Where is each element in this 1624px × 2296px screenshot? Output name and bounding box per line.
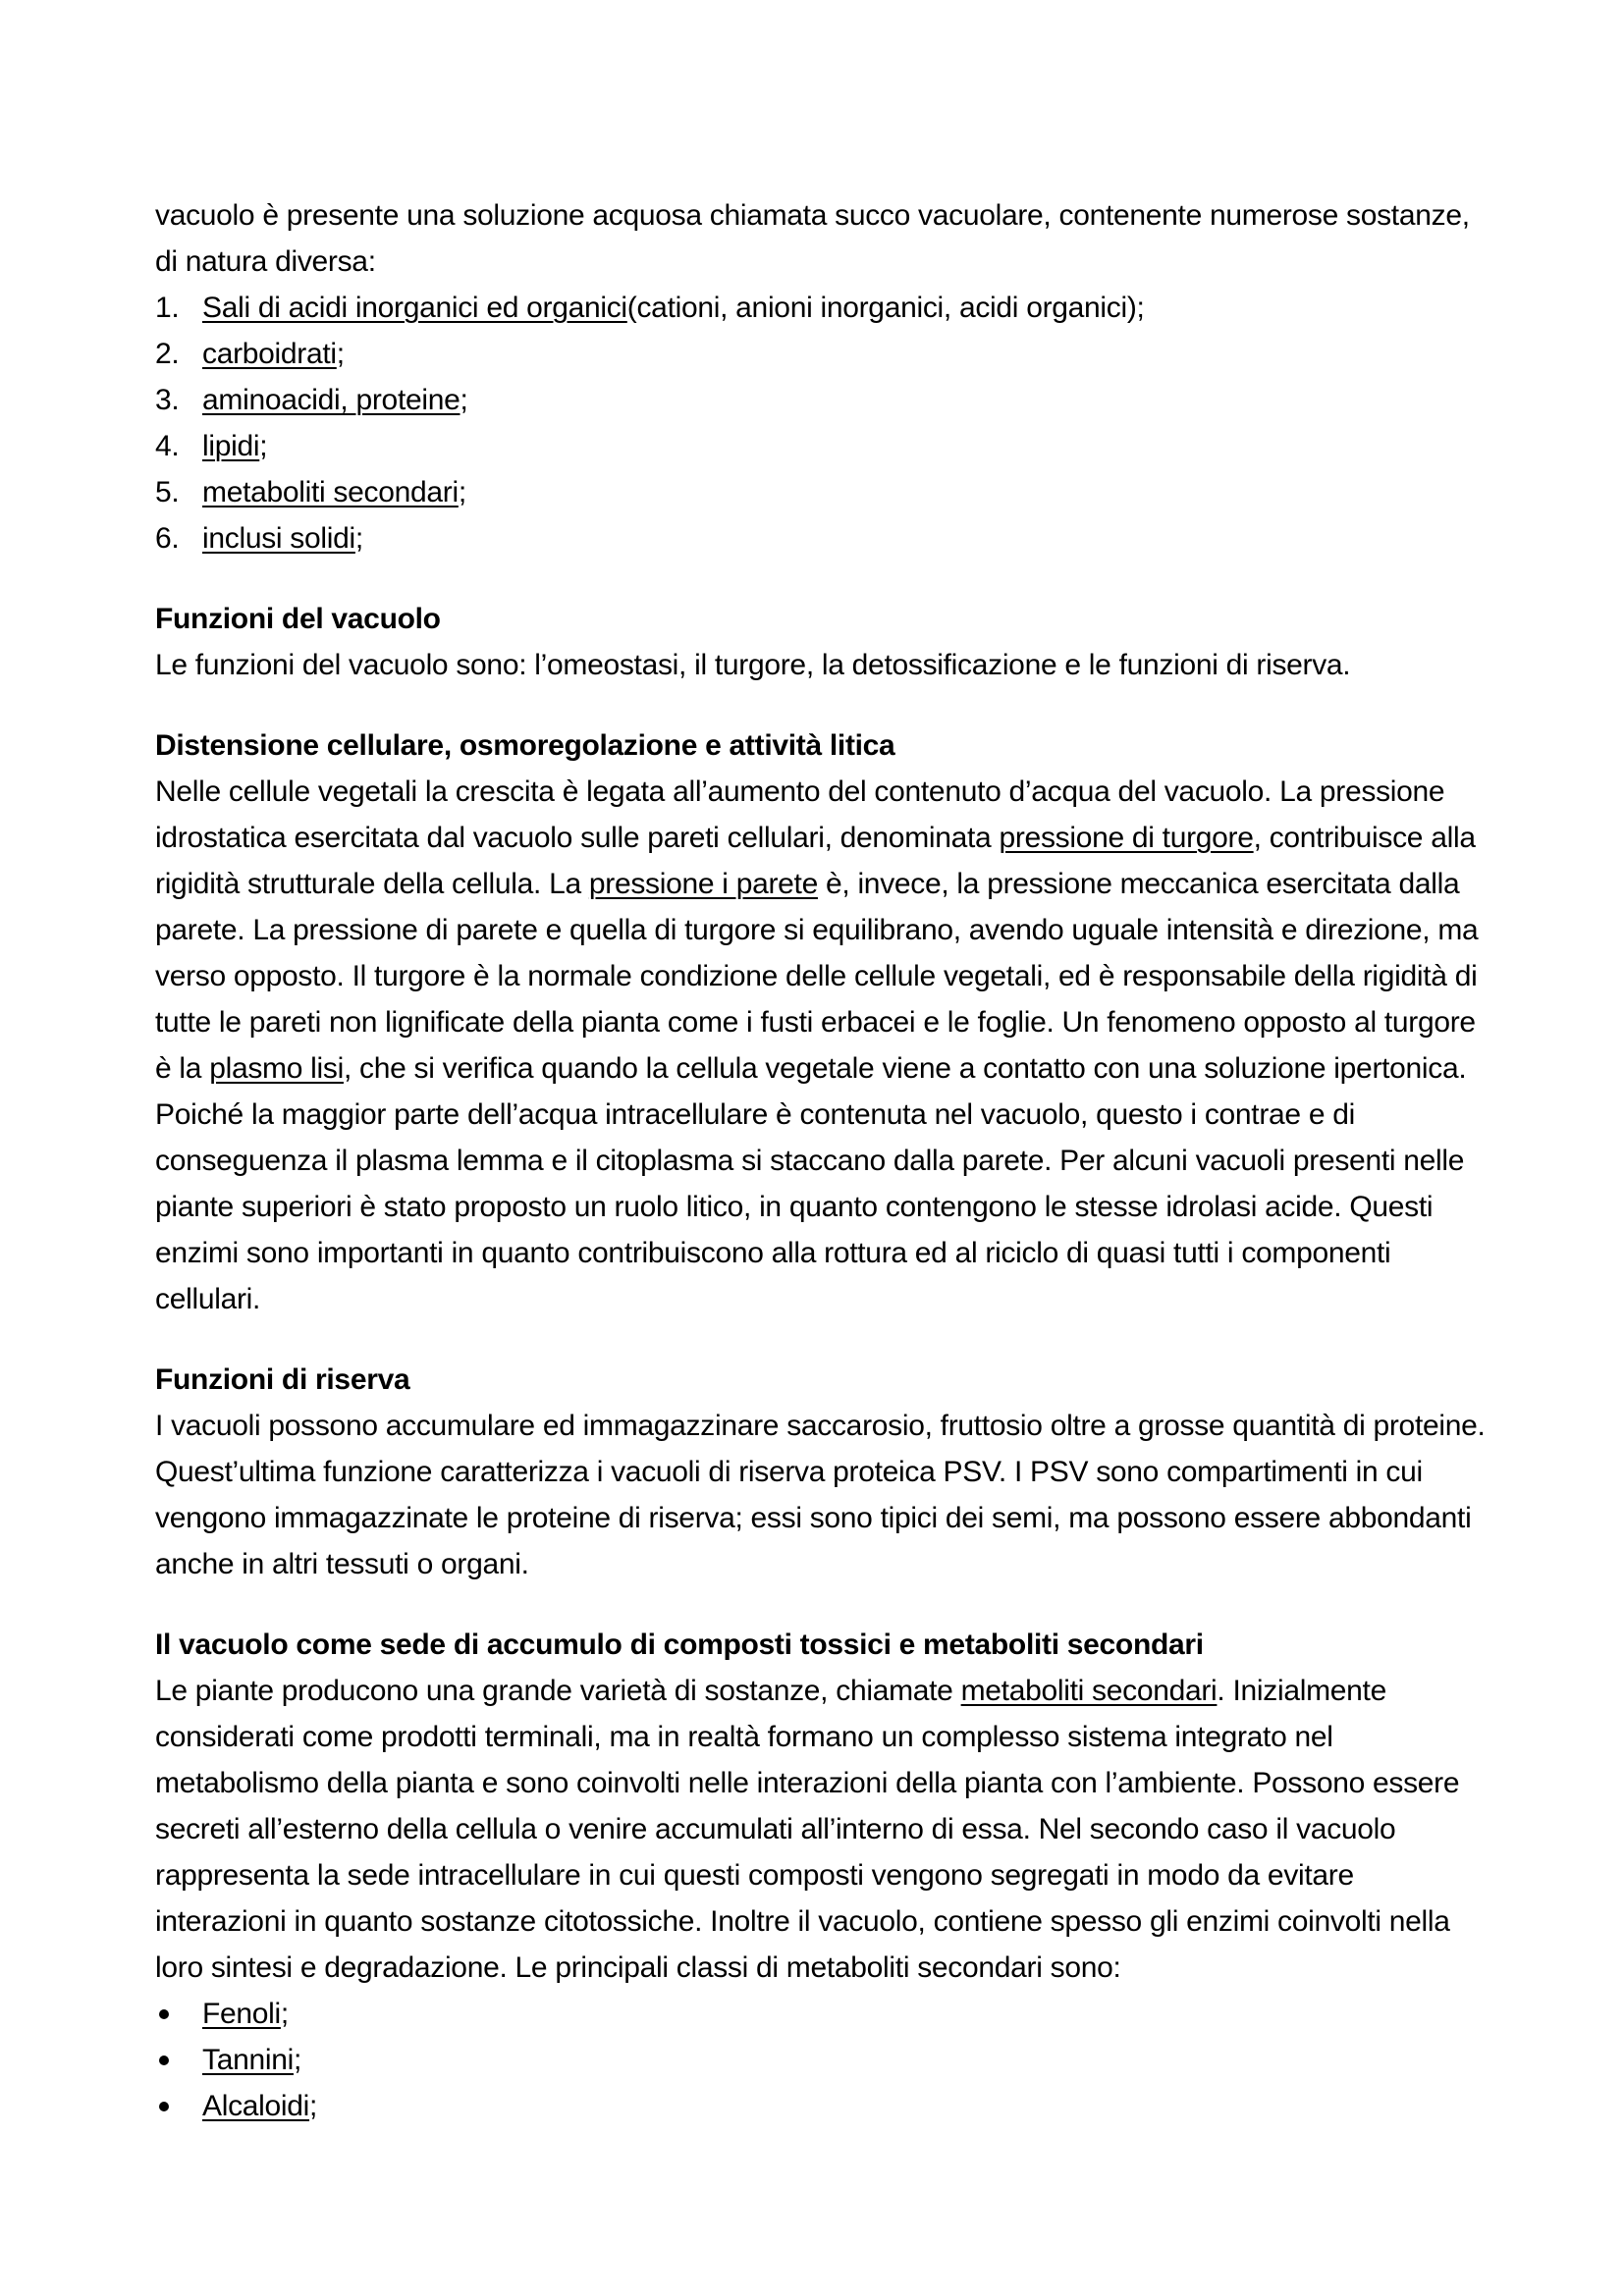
- page-content: [155, 192, 1490, 2129]
- section-heading: Il vacuolo come sede di accumulo di composti tossici e metaboliti secondari: [155, 1629, 1204, 1661]
- bullet-icon: [159, 2009, 169, 2019]
- list-item-rest: (cationi, anioni inorganici, acidi organici);: [626, 292, 1145, 324]
- section-heading: Distensione cellulare, osmoregolazione e attività litica: [155, 729, 895, 762]
- list-item: [155, 1991, 1490, 2037]
- section-paragraph: [155, 1668, 1490, 1991]
- list-item-rest: ;: [336, 338, 345, 370]
- text-run: è, invece, la pressione meccanica esercitata dalla parete. La pressione di parete e quella di turgore si equilibrano, avendo uguale intensità e direzione, ma verso opposto. Il turgore è la normale condizione delle cellule vegetali, ed è responsabile della rigidità di tutte le pareti non lignificate della pianta come i fusti erbacei e le foglie. Un fenomeno opposto al turgore è la: [155, 868, 1479, 1085]
- list-number: 6.: [155, 522, 180, 555]
- list-item-link: lipidi: [202, 430, 260, 462]
- text-run: Le piante producono una grande varietà di sostanze, chiamate: [155, 1675, 961, 1707]
- list-number: 3.: [155, 384, 180, 416]
- list-item: [155, 469, 1490, 515]
- section-functions: [155, 596, 1490, 688]
- list-item: [155, 2037, 1490, 2083]
- list-number: 1.: [155, 292, 180, 324]
- underlined-term: metaboliti secondari: [960, 1675, 1218, 1707]
- list-item-rest: ;: [309, 2090, 318, 2122]
- section-reserve: [155, 1357, 1490, 1587]
- bullet-icon: [159, 2102, 169, 2111]
- list-item-rest: ;: [460, 384, 468, 416]
- list-item-rest: ;: [259, 430, 268, 462]
- section-heading: Funzioni di riserva: [155, 1363, 410, 1396]
- list-number: 4.: [155, 430, 180, 462]
- list-number: 5.: [155, 476, 180, 508]
- list-item-link: Alcaloidi: [202, 2090, 310, 2122]
- text-run: , contribuisce alla rigidità strutturale della cellula. La: [155, 822, 1476, 900]
- list-item-link: Tannini: [202, 2044, 294, 2076]
- metabolites-list: [155, 1991, 1490, 2129]
- list-item-rest: ;: [458, 476, 466, 508]
- list-item-link: Fenoli: [202, 1998, 281, 2030]
- list-item-link: metaboliti secondari: [202, 476, 459, 508]
- section-paragraph: [155, 769, 1490, 1322]
- list-item: [155, 515, 1490, 561]
- list-item-link: carboidrati: [202, 338, 337, 370]
- section-heading: Funzioni del vacuolo: [155, 603, 441, 635]
- intro-paragraph: vacuolo è presente una soluzione acquosa chiamata succo vacuolare, contenente numerose sostanze, di natura diversa:: [155, 199, 1470, 278]
- list-item-link: aminoacidi, proteine: [202, 384, 460, 416]
- list-item: [155, 331, 1490, 377]
- text-run: . Inizialmente considerati come prodotti terminali, ma in realtà formano un complesso sistema integrato nel metabolismo della pianta e sono coinvolti nelle interazioni della pianta con l’ambiente. Possono essere secreti all’esterno della cellula o venire accumulati all’interno di essa. Nel secondo caso il vacuolo rappresenta la sede intracellulare in cui questi composti vengono segregati in modo da evitare interazioni in quanto sostanze citotossiche. Inoltre il vacuolo, contiene spesso gli enzimi coinvolti nella loro sintesi e degradazione. Le principali classi di metaboliti secondari sono:: [155, 1675, 1460, 1984]
- list-item: [155, 285, 1490, 331]
- list-item: [155, 377, 1490, 423]
- list-item: [155, 2083, 1490, 2129]
- list-item-link: inclusi solidi: [202, 522, 355, 555]
- section-paragraph: Le funzioni del vacuolo sono: l’omeostasi, il turgore, la detossificazione e le funzioni di riserva.: [155, 649, 1351, 681]
- bullet-icon: [159, 2056, 169, 2065]
- list-number: 2.: [155, 338, 180, 370]
- list-item-rest: ;: [280, 1998, 289, 2030]
- text-run: , che si verifica quando la cellula vegetale viene a contatto con una soluzione ipertonica. Poiché la maggior parte dell’acqua intracellulare è contenuta nel vacuolo, questo i contrae e di conseguenza il plasma lemma e il citoplasma si staccano dalla parete. Per alcuni vacuoli presenti nelle piante superiori è stato proposto un ruolo litico, in quanto contengono le stesse idrolasi acide. Questi enzimi sono importanti in quanto contribuiscono alla rottura ed al riciclo di quasi tutti i componenti cellulari.: [155, 1052, 1467, 1315]
- text-run: Nelle cellule vegetali la crescita è legata all’aumento del contenuto d’acqua del vacuolo. La pressione idrostatica esercitata dal vacuolo sulle pareti cellulari, denominata: [155, 775, 1445, 854]
- list-item: [155, 423, 1490, 469]
- underlined-term: pressione i parete: [588, 868, 818, 900]
- substances-list: [155, 285, 1490, 561]
- section-toxic: [155, 1622, 1490, 2129]
- underlined-term: plasmo lisi: [209, 1052, 344, 1085]
- section-distension: [155, 722, 1490, 1322]
- list-item-link: Sali di acidi inorganici ed organici: [202, 292, 627, 324]
- list-item-rest: ;: [354, 522, 363, 555]
- section-paragraph: I vacuoli possono accumulare ed immagazzinare saccarosio, fruttosio oltre a grosse quantità di proteine. Quest’ultima funzione caratterizza i vacuoli di riserva proteica PSV. I PSV sono compartimenti in cui vengono immagazzinate le proteine di riserva; essi sono tipici dei semi, ma possono essere abbondanti anche in altri tessuti o organi.: [155, 1410, 1486, 1580]
- underlined-term: pressione di turgore: [999, 822, 1254, 854]
- list-item-rest: ;: [293, 2044, 302, 2076]
